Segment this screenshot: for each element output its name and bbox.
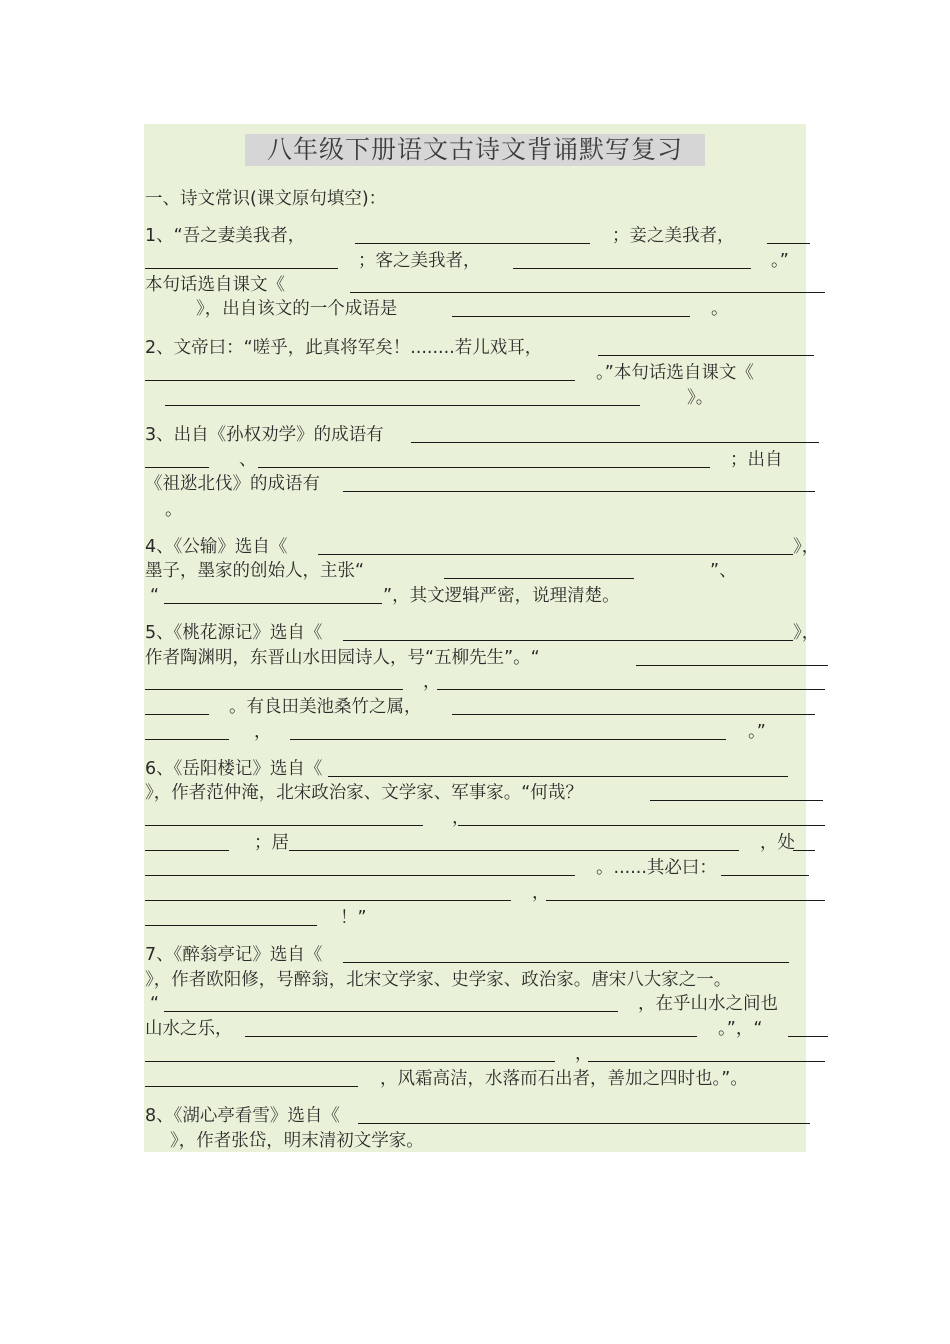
q6-blank-4[interactable] xyxy=(289,850,739,851)
q2-text-a: 2、文帝曰：“嗟乎，此真将军矣！........若儿戏耳， xyxy=(145,338,543,358)
q6-text-h: ！” xyxy=(340,908,367,928)
q6-blank-3[interactable] xyxy=(458,825,825,826)
q1-text-b: ；妾之美我者， xyxy=(612,226,735,246)
q7-text-a: 7、《醉翁亭记》选自《 xyxy=(145,945,323,965)
q6-blank-5b[interactable] xyxy=(145,875,575,876)
q5-blank-3[interactable] xyxy=(437,689,825,690)
q6-text-d: ；居 xyxy=(254,833,289,853)
q7-blank-3[interactable] xyxy=(245,1036,697,1037)
q5-text-g: 。” xyxy=(748,722,766,742)
section-heading: 一、诗文常识(课文原句填空)： xyxy=(145,189,387,209)
q5-blank-4b[interactable] xyxy=(145,739,229,740)
q7-text-b: 》，作者欧阳修，号醉翁，北宋文学家、史学家、政治家。唐宋八大家之一。 xyxy=(145,970,732,990)
q6-blank-6[interactable] xyxy=(721,875,809,876)
q6-blank-6b[interactable] xyxy=(145,900,511,901)
q6-text-b: 》，作者范仲淹，北宋政治家、文学家、军事家。“何哉？ xyxy=(145,783,583,803)
q3-blank-1[interactable] xyxy=(411,442,819,443)
q3-text-d: 《祖逖北伐》的成语有 xyxy=(145,474,320,494)
q5-blank-1[interactable] xyxy=(343,640,793,641)
q2-text-c: 》。 xyxy=(687,388,714,408)
q7-text-h: ，风霜高洁，水落而石出者，善加之四时也。”。 xyxy=(380,1069,748,1089)
q5-text-e: 。有良田美池桑竹之属， xyxy=(229,697,422,717)
q3-text-c: ；出自 xyxy=(730,450,783,470)
q2-blank-1b[interactable] xyxy=(145,380,575,381)
q6-blank-1[interactable] xyxy=(328,776,788,777)
q2-blank-2[interactable] xyxy=(165,405,640,406)
q6-blank-7[interactable] xyxy=(546,900,825,901)
q1-blank-3[interactable] xyxy=(513,268,751,269)
q8-text-b: 》，作者张岱，明末清初文学家。 xyxy=(170,1131,424,1151)
q6-text-c: ， xyxy=(452,808,470,828)
q5-text-f: ， xyxy=(254,722,272,742)
q1-text-e: 本句话选自课文《 xyxy=(145,275,285,295)
q6-text-f: 。......其必曰： xyxy=(596,858,717,878)
q6-blank-5[interactable] xyxy=(793,850,815,851)
q1-text-g: 。 xyxy=(711,299,729,319)
q5-blank-5[interactable] xyxy=(290,739,726,740)
q3-blank-3[interactable] xyxy=(343,491,815,492)
page-title: 八年级下册语文古诗文背诵默写复习 xyxy=(245,134,705,166)
q7-text-e: 山水之乐， xyxy=(145,1019,233,1039)
q6-blank-2b[interactable] xyxy=(145,825,423,826)
q6-text-a: 6、《岳阳楼记》选自《 xyxy=(145,759,323,779)
q3-text-b: 、 xyxy=(239,450,257,470)
q6-blank-3b[interactable] xyxy=(145,850,229,851)
q1-text-c: ；客之美我者， xyxy=(358,251,481,271)
q5-text-a: 5、《桃花源记》选自《 xyxy=(145,623,323,643)
q5-text-d: ， xyxy=(423,672,441,692)
q3-text-a: 3、出自《孙权劝学》的成语有 xyxy=(145,425,384,445)
q4-blank-2[interactable] xyxy=(444,578,634,579)
q4-text-d: ”、 xyxy=(710,561,737,581)
q7-blank-1[interactable] xyxy=(343,962,789,963)
q1-blank-2[interactable] xyxy=(767,243,810,244)
q6-text-e: ，处 xyxy=(760,833,795,853)
q4-text-c: 墨子，墨家的创始人，主张“ xyxy=(145,561,365,581)
q5-blank-2b[interactable] xyxy=(145,689,403,690)
q7-text-g: ， xyxy=(575,1044,593,1064)
q4-text-a: 4、《公输》选自《 xyxy=(145,537,288,557)
q3-text-e: 。 xyxy=(165,500,183,520)
q5-text-c: 作者陶渊明，东晋山水田园诗人，号“五柳先生”。“ xyxy=(145,648,540,668)
q4-text-b: 》， xyxy=(793,537,820,557)
q3-blank-1b[interactable] xyxy=(145,467,209,468)
q4-blank-3[interactable] xyxy=(164,603,382,604)
q2-blank-1[interactable] xyxy=(598,355,814,356)
q7-blank-4[interactable] xyxy=(788,1036,828,1037)
q6-blank-2[interactable] xyxy=(650,800,823,801)
q2-text-b: 。”本句话选自课文《 xyxy=(596,363,754,383)
q7-blank-2[interactable] xyxy=(164,1011,618,1012)
q5-blank-2[interactable] xyxy=(636,665,828,666)
q4-text-e: “ xyxy=(150,586,160,606)
q1-text-f: 》，出自该文的一个成语是 xyxy=(196,299,398,319)
q1-blank-5[interactable] xyxy=(452,316,690,317)
q5-blank-3b[interactable] xyxy=(145,714,209,715)
q6-text-g: ， xyxy=(532,883,550,903)
q6-blank-7b[interactable] xyxy=(145,925,317,926)
q4-blank-1[interactable] xyxy=(318,554,793,555)
q3-blank-2[interactable] xyxy=(258,467,710,468)
q7-blank-4b[interactable] xyxy=(145,1061,555,1062)
q1-text-d: 。” xyxy=(771,251,789,271)
q7-blank-5b[interactable] xyxy=(145,1086,358,1087)
q7-text-d: ，在乎山水之间也 xyxy=(638,994,778,1014)
q7-text-f: 。”，“ xyxy=(718,1019,763,1039)
q7-blank-5[interactable] xyxy=(588,1061,825,1062)
q8-blank-1[interactable] xyxy=(358,1123,810,1124)
q5-blank-4[interactable] xyxy=(452,714,815,715)
q1-blank-4[interactable] xyxy=(350,292,825,293)
q7-text-c: “ xyxy=(150,994,160,1014)
q1-text-a: 1、“吾之妻美我者， xyxy=(145,226,306,246)
q8-text-a: 8、《湖心亭看雪》选自《 xyxy=(145,1106,340,1126)
q5-text-b: 》， xyxy=(793,623,820,643)
q1-blank-1[interactable] xyxy=(355,243,590,244)
q1-blank-2b[interactable] xyxy=(145,268,338,269)
q4-text-f: ”，其文逻辑严密，说理清楚。 xyxy=(383,586,620,606)
